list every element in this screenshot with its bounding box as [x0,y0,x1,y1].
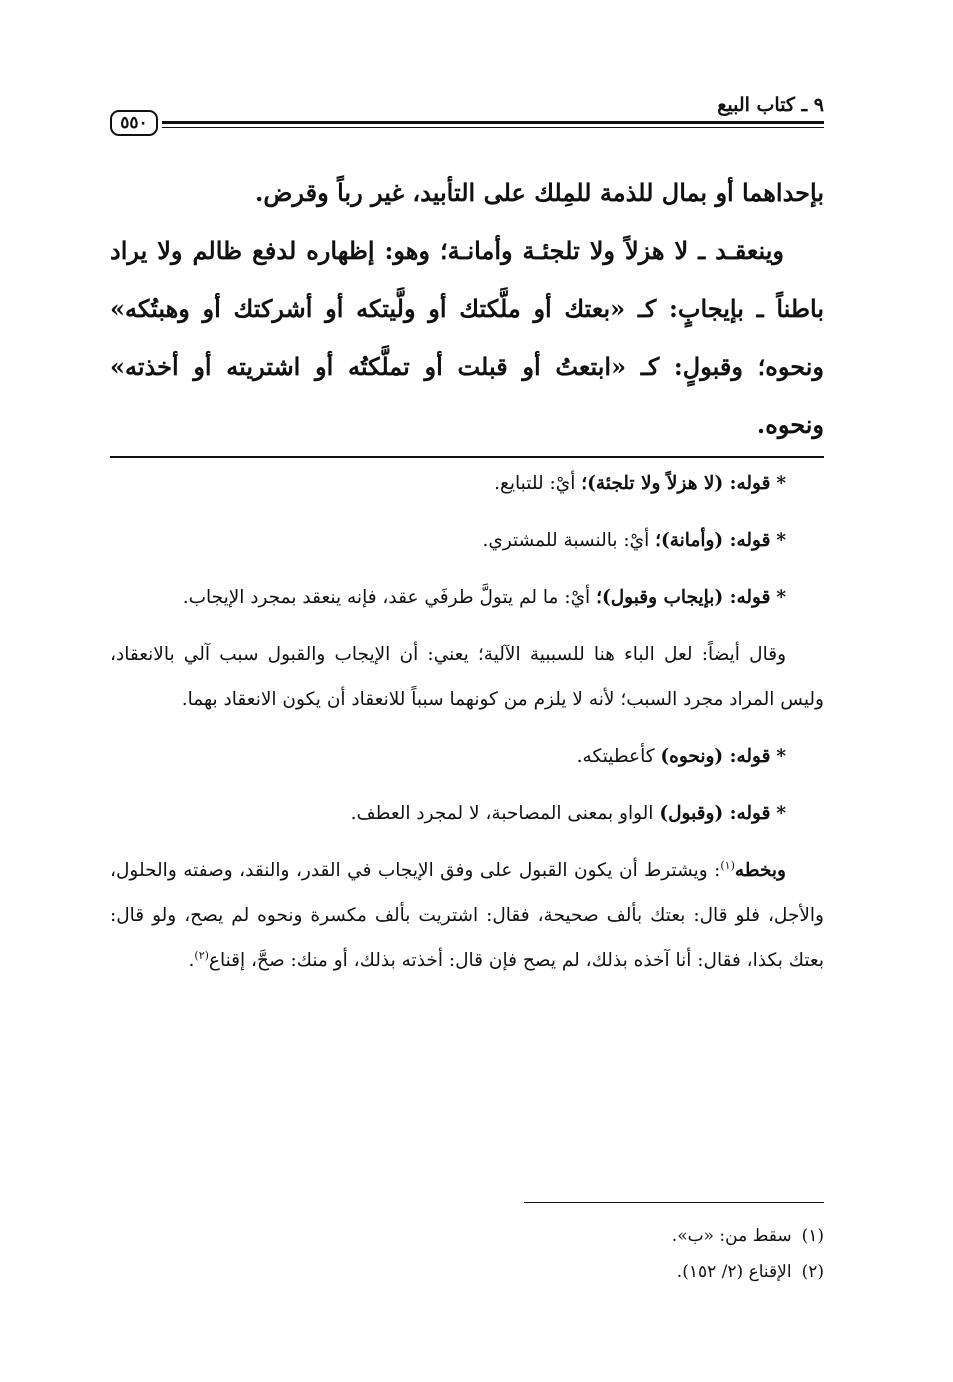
commentary-text: أيْ: للتبايع. [494,473,582,494]
asterisk-icon: * [776,746,786,767]
header-rule-thick [162,121,824,124]
footnote-ref: (٢) [194,948,209,962]
main-paragraph: وينعقـد ـ لا هزلاً ولا تلجئـة وأمانـة؛ وهو: إظهاره لدفع ظالم ولا يراد باطناً ـ بإيجابٍ: كـ «بعتك أو ملَّكتك أو ولَّيتكه أو أشركتك أو وهبتُكه» ونحوه؛ وقبولٍ: كـ «ابتعتُ أو قبلت أو تملَّكتُه أو اشتريته أو أخذته» ونحوه. [110,236,824,439]
footnote-number: (٢) [801,1262,824,1282]
commentary-paragraph [110,734,824,779]
commentary-paragraph [110,848,824,983]
asterisk-icon: * [776,587,786,608]
commentary-paragraph [110,518,824,563]
header-rule-thin [162,127,824,128]
commentary-text: : ويشترط أن يكون القبول على وفق الإيجاب في القدر، والنقد، وصفته والحلول، والأجل، فلو قال: بعتك بألف صحيحة، فقال: اشتريت بألف مكسرة ونحوه لم يصح، ولو قال: بعتك بكذا، فقال: أنا آخذه بذلك، لم يصح فإن قال: أخذته بذلك، أو منك: صحَّ، إقناع [110,860,824,971]
commentary-keyword: قوله: (ونحوه) [660,746,771,767]
commentary-text: أيْ: بالنسبة للمشتري. [482,530,656,551]
commentary-text: أيْ: ما لم يتولَّ طرفَي عقد، فإنه ينعقد بمجرد الإيجاب. [182,587,597,608]
footnote-ref: (١) [720,858,735,872]
asterisk-icon: * [776,530,786,551]
footnotes [324,1218,824,1290]
commentary-text: الواو بمعنى المصاحبة، لا لمجرد العطف. [350,803,660,824]
footnote-text: الإقناع (٢/ ١٥٢). [676,1262,792,1282]
commentary-text: كأعطيتكه. [576,746,661,767]
page-header [110,92,824,140]
commentary-paragraph: وقال أيضاً: لعل الباء هنا للسببية الآلية؛ يعني: أن الإيجاب والقبول سبب آلي بالانعقاد، وليس المراد مجرد السبب؛ لأنه لا يلزم من كونهما سبباً للانعقاد أن يكون الانعقاد بهما. [110,644,824,710]
asterisk-icon: * [776,473,786,494]
commentary-keyword: قوله: (وقبول) [659,803,771,824]
commentary-keyword: قوله: (بإيجاب وقبول)؛ [596,587,771,608]
commentary-text-end: . [188,950,195,971]
commentary-keyword: قوله: (لا هزلاً ولا تلجئة)؛ [581,473,771,494]
commentary-keyword: قوله: (وأمانة)؛ [655,530,771,551]
commentary-paragraph [110,575,824,620]
footnote-item [324,1218,824,1254]
commentary-keyword: وبخطه [734,860,786,881]
footnote-rule [524,1202,824,1203]
commentary-paragraph [110,791,824,836]
footnote-number: (١) [801,1226,824,1246]
main-paragraph: بإحداهما أو بمال للذمة للمِلك على التأبيد، غير رباً وقرض. [255,178,824,207]
chapter-title: ٩ ـ كتاب البيع [717,94,824,116]
footnote-text: سقط من: «ب». [671,1226,792,1246]
footnote-item [324,1254,824,1290]
main-text [110,164,824,454]
commentary-section [110,461,824,983]
commentary-paragraph [110,461,824,506]
asterisk-icon: * [776,803,786,824]
page-number-badge: ٥٥٠ [110,110,158,136]
text-divider [110,456,824,458]
